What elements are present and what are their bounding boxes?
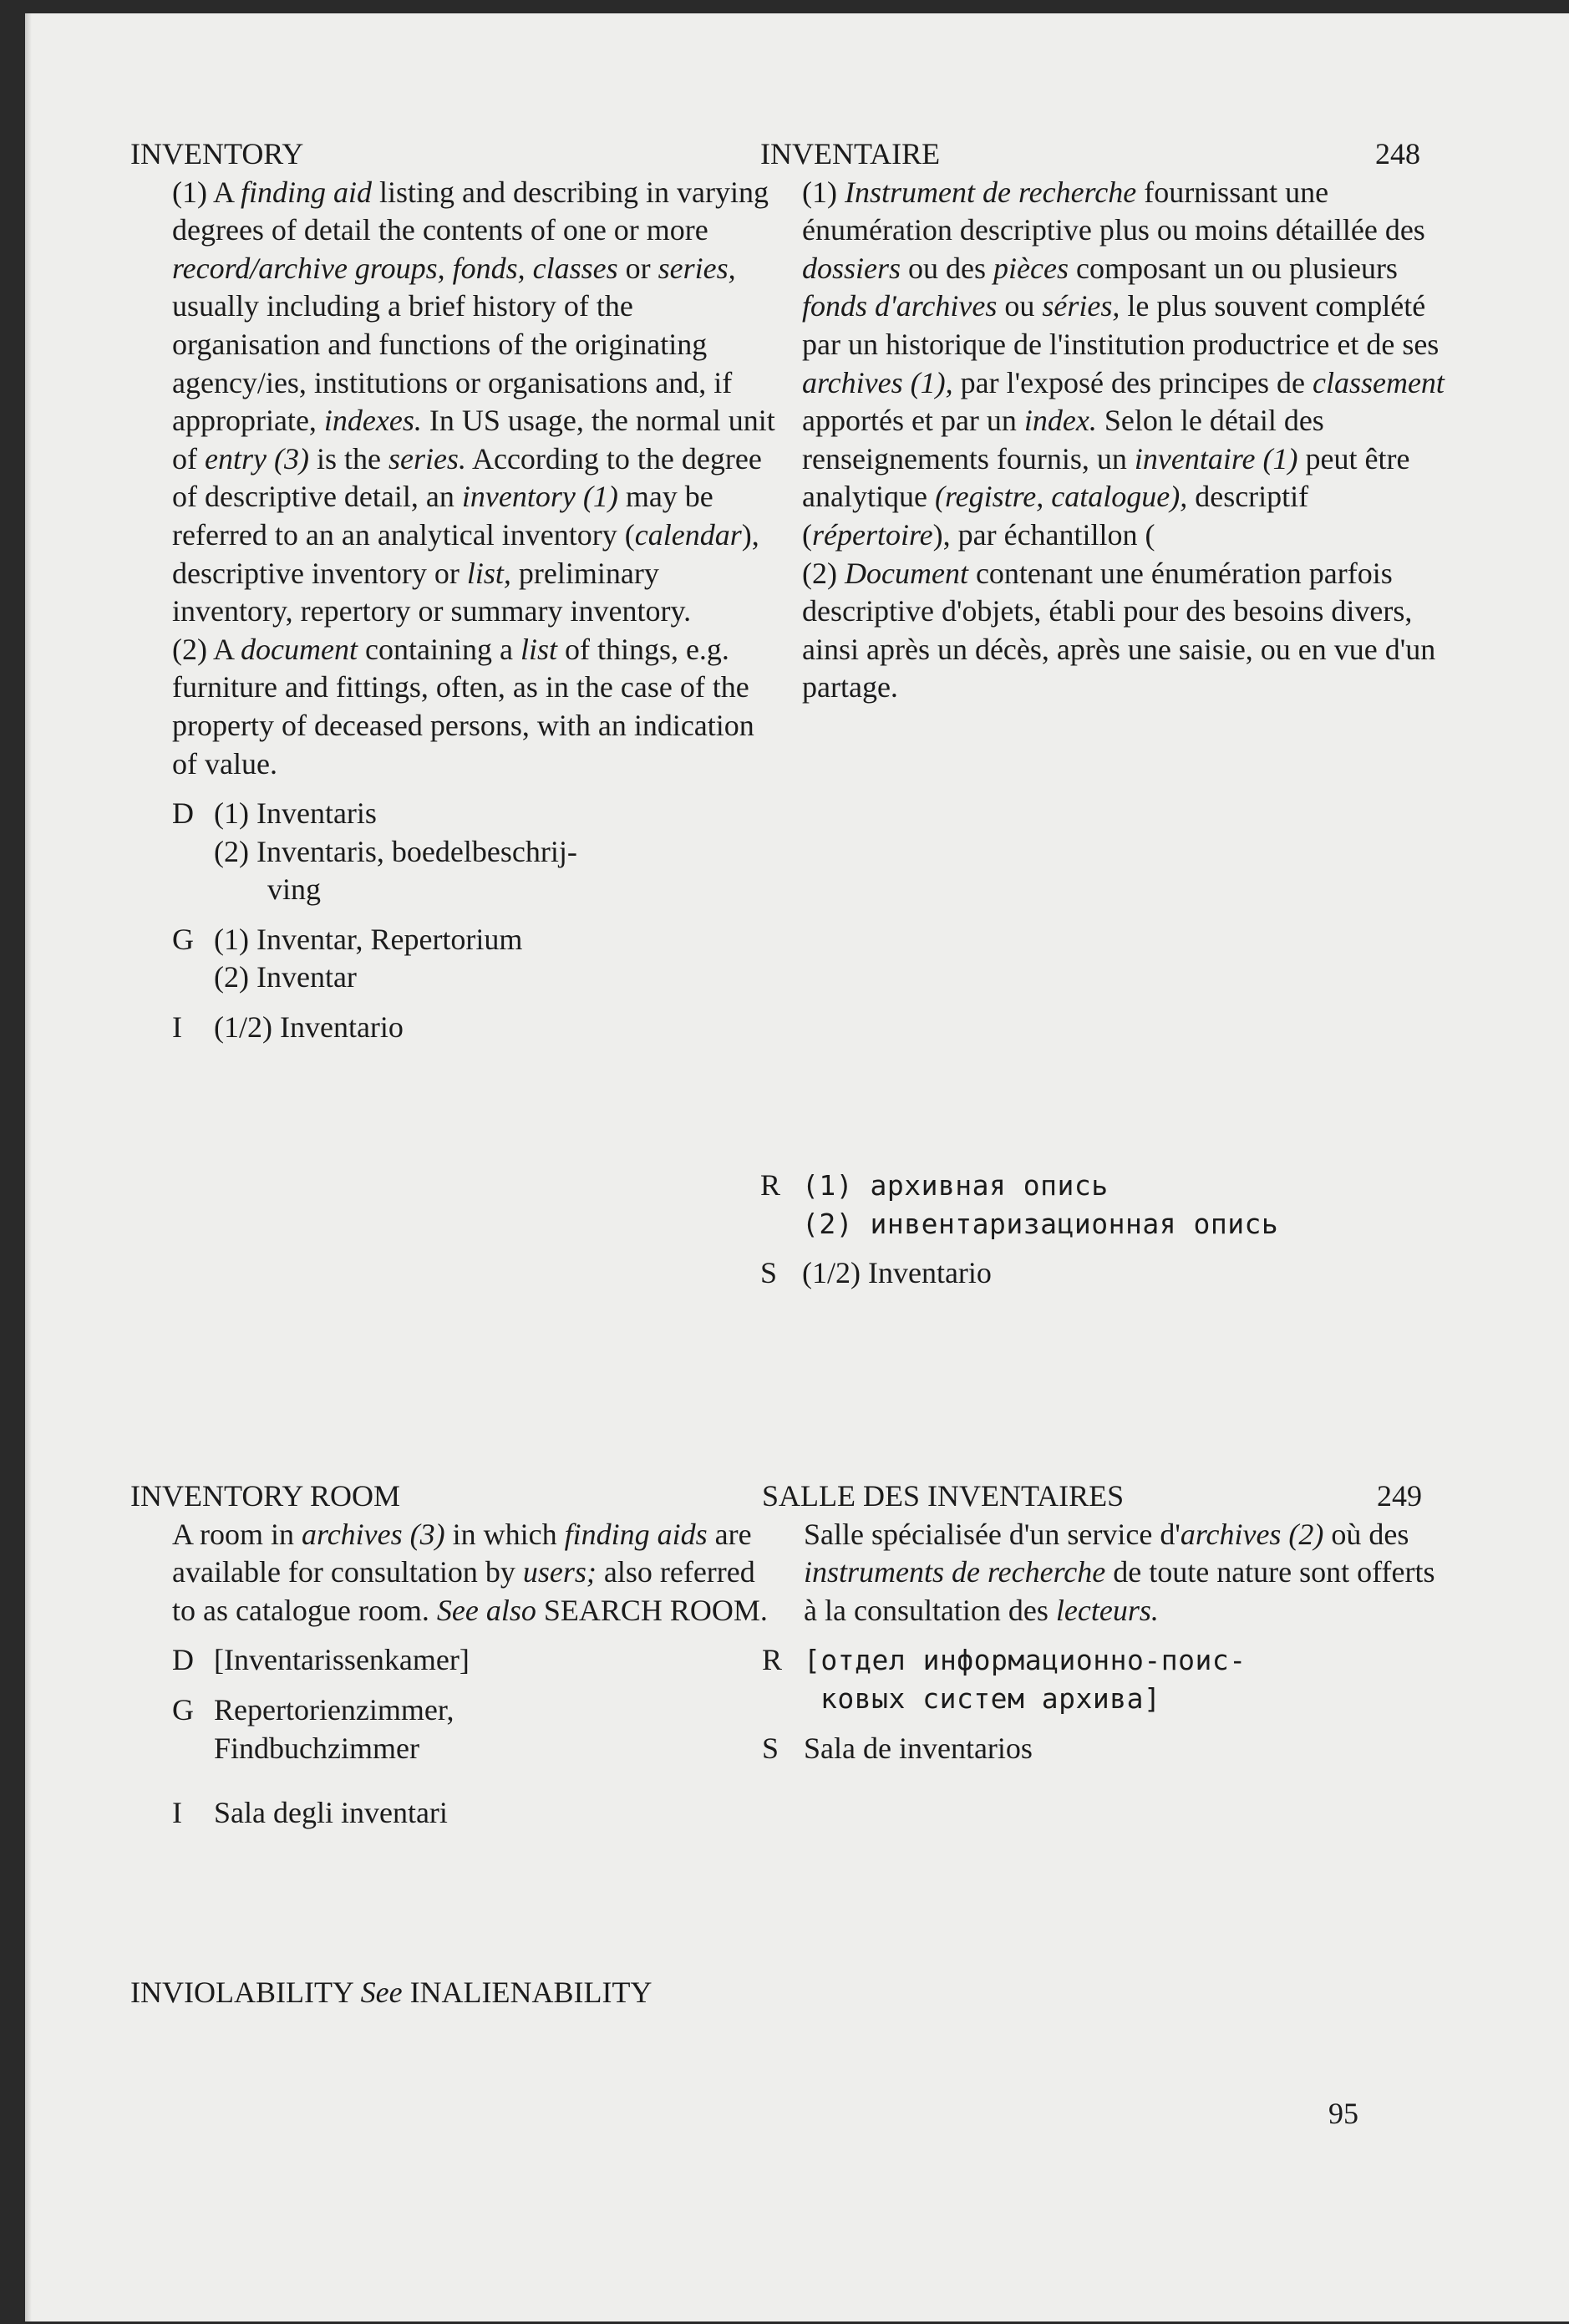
definition: A room in archives (3) in which finding aids are available for consultation by users; also referred to as catalogue room. See also SEARCH ROOM. — [172, 1517, 768, 1627]
equivalent-i: I Sala degli inventari — [172, 1796, 448, 1830]
entry-inventory-en — [130, 135, 782, 1047]
equivalent-s: S (1/2) Inventario — [760, 1256, 992, 1290]
entry-inventory-room-en — [130, 1477, 782, 1833]
equivalent-d: D [Inventarissenkamer] — [172, 1643, 470, 1677]
equivalents — [130, 1641, 782, 1832]
equivalents-fr-1 — [760, 1167, 1445, 1293]
entry-headword: INVENTORY — [130, 137, 304, 170]
definition-2: (2) Document contenant une énumération parfois descriptive d'objets, établi pour des besoins divers, ainsi après un décès, après une saisie, ou en vue d'un partage. — [802, 556, 1436, 704]
definition-1: (1) A finding aid listing and describing in varying degrees of detail the contents of one or more record/archive groups, fonds, classes or series, usually including a brief history of the organisation and functions of the originating agency/ies, institutions or organisations and, if appropriate, indexes. In US usage, the normal unit of entry (3) is the series. According to the degree of descriptive detail, an inventory (1) may be referred to an an analytical inventory (calendar), descriptive inventory or list, preliminary inventory, repertory or summary inventory. — [172, 175, 775, 628]
entry-headword: INVIOLABILITY — [130, 1976, 353, 2009]
entry-salle-fr — [762, 1477, 1447, 1767]
equivalent-r: R (1) архивная опись (2) инвентаризационная опись — [760, 1168, 1279, 1240]
equivalent-d: D (1) Inventaris (2) Inventaris, boedelbeschrij- ving — [172, 796, 577, 907]
see-label: See — [360, 1976, 403, 2009]
entry-headword: INVENTAIRE — [760, 137, 941, 170]
equivalent-g: G Repertorienzimmer, Findbuchzimmer — [172, 1692, 454, 1765]
entry-number: 248 — [1375, 137, 1420, 170]
equivalent-r: R [отдел информационно-поис- ковых систем архива] — [762, 1643, 1247, 1715]
definition-1: (1) Instrument de recherche fournissant une énumération descriptive plus ou moins détaillée des dossiers ou des pièces composant un ou plusieurs fonds d'archives ou séries, le plus souvent complété par un historique de l'institution productrice et de ses archives (1), par l'exposé des principes de classement apportés et par un index. Selon le détail des renseignements fournis, un inventaire (1) peut être analytique (registre, catalogue), descriptif (répertoire), par échantillon ( — [802, 175, 1445, 552]
entry-headword: SALLE DES INVENTAIRES — [762, 1479, 1125, 1513]
equivalent-g: G (1) Inventar, Repertorium (2) Inventar — [172, 922, 523, 994]
definition: Salle spécialisée d'un service d'archives (2) où des instruments de recherche de toute nature sont offerts à la consultation des lecteurs. — [804, 1517, 1435, 1627]
crossref-target: INALIENABILITY — [409, 1976, 652, 2009]
entry-headword: INVENTORY ROOM — [130, 1479, 401, 1513]
page-number: 95 — [1328, 2097, 1358, 2130]
entry-inventaire-fr — [760, 135, 1445, 707]
dictionary-page — [25, 13, 1569, 2321]
crossref-inviolability — [130, 1974, 882, 2012]
definition-2: (2) A document containing a list of things, e.g. furniture and fittings, often, as in the case of the property of deceased persons, with an indication of value. — [172, 632, 754, 781]
equivalent-i: I (1/2) Inventario — [172, 1010, 404, 1045]
equivalents — [762, 1641, 1447, 1767]
equivalents — [130, 795, 782, 1047]
equivalent-s: S Sala de inventarios — [762, 1731, 1033, 1765]
entry-number: 249 — [1377, 1479, 1422, 1513]
